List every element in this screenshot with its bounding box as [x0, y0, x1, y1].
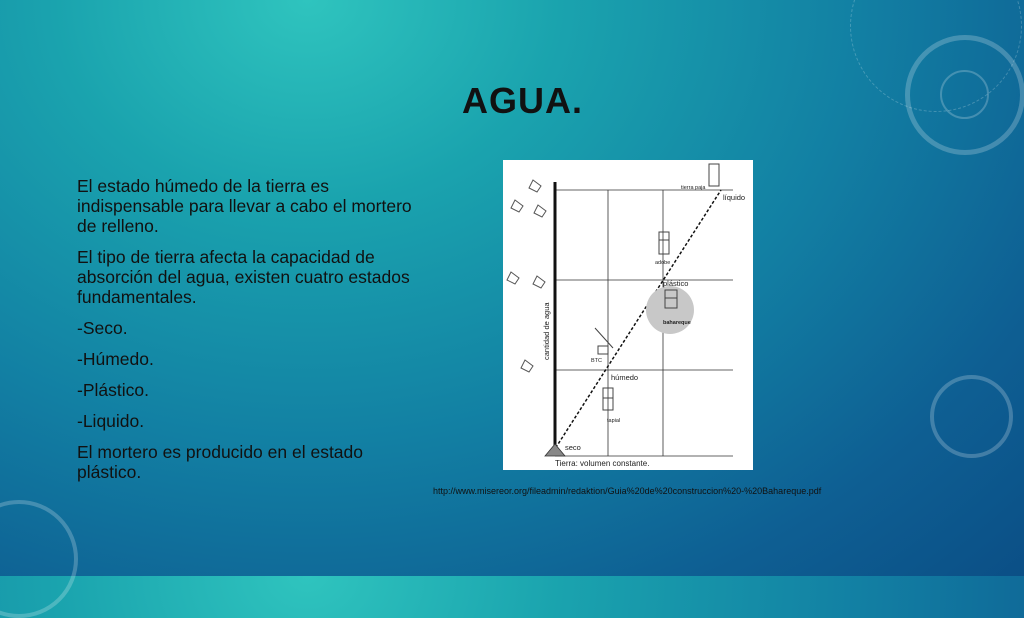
paragraph: El tipo de tierra afecta la capacidad de absorción del agua, existen cuatro estados fundamentales.	[77, 247, 410, 307]
decorative-circle	[930, 375, 1013, 458]
label-btc: BTC	[591, 358, 602, 364]
body-text	[77, 176, 417, 493]
label-tapial: tapial	[607, 418, 621, 424]
list-item: -Plástico.	[77, 380, 149, 400]
label-seco: seco	[565, 443, 581, 452]
list-item: -Liquido.	[77, 411, 145, 431]
list-item: -Húmedo.	[77, 349, 154, 369]
list-item: -Seco.	[77, 318, 128, 338]
label-tierra-paja: tierra paja	[681, 185, 706, 191]
x-axis-label: Tierra: volumen constante.	[555, 459, 650, 468]
source-link[interactable]: http://www.misereor.org/fileadmin/redaktion/Guia%20de%20construccion%20-%20Bahareque.pdf	[433, 486, 822, 496]
page-title: AGUA.	[462, 80, 583, 121]
paragraph: El mortero es producido en el estado plástico.	[77, 442, 363, 482]
label-plastico: plástico	[663, 279, 689, 288]
label-liquido: líquido	[723, 193, 746, 202]
diagram-svg	[503, 160, 753, 470]
label-humedo: húmedo	[611, 373, 639, 382]
label-adobe: adobe	[655, 260, 671, 266]
bahareque-highlight	[646, 286, 694, 334]
earth-water-diagram	[503, 160, 753, 470]
label-bahareque: bahareque	[663, 320, 691, 326]
decorative-circle	[0, 500, 78, 618]
y-axis-label: cantidad de agua	[542, 302, 551, 360]
paragraph: El estado húmedo de la tierra es indispensable para llevar a cabo el mortero de relleno.	[77, 176, 412, 236]
